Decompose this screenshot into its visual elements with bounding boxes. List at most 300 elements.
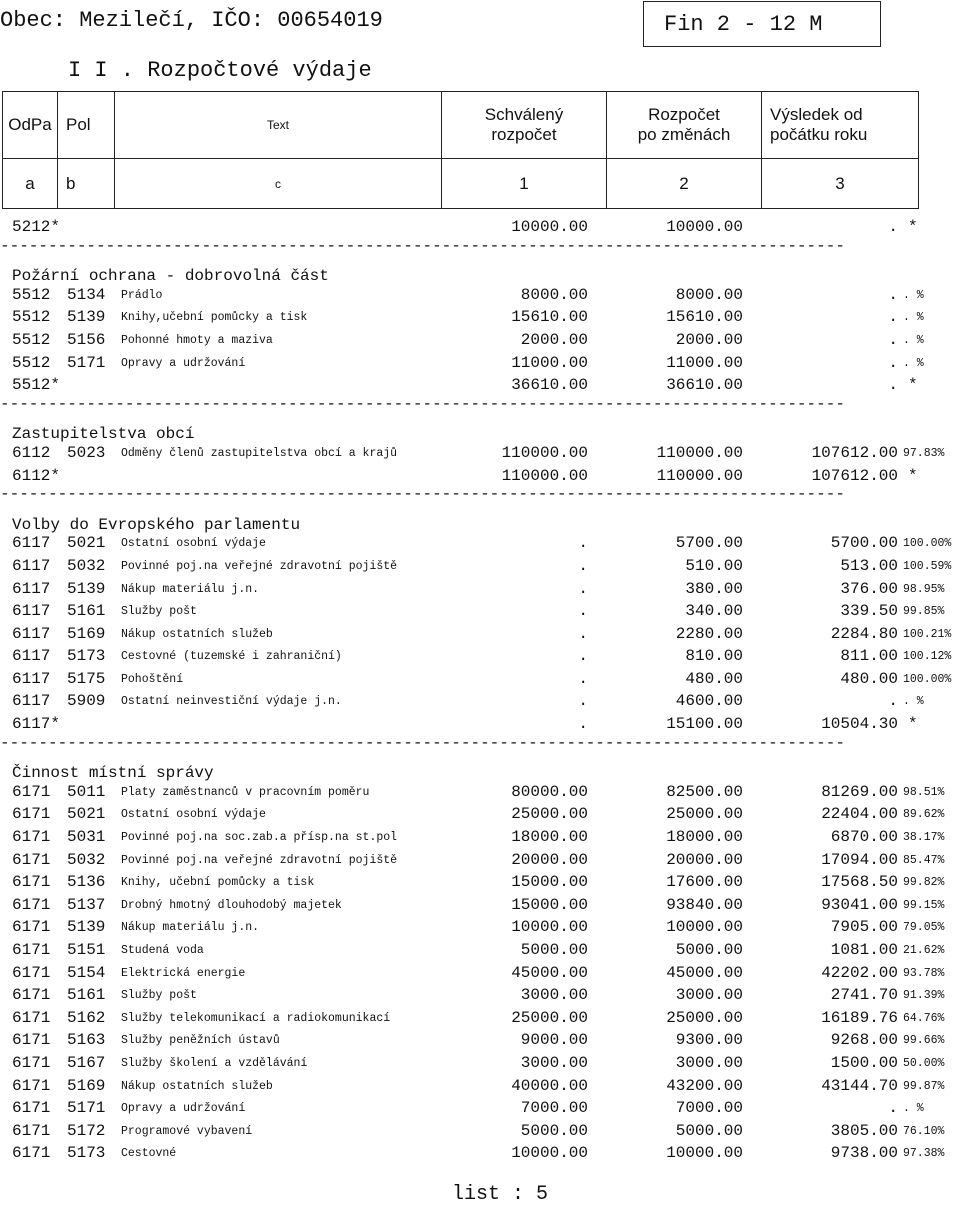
subtotal-star: * (908, 466, 918, 485)
result-ytd: . (888, 376, 898, 395)
subtotal-label: 5512* (12, 376, 61, 395)
result-ytd: 22404.00 (821, 805, 898, 824)
result-ytd: 376.00 (840, 579, 898, 598)
odpa-code: 6171 (12, 1053, 51, 1072)
odpa-code: 6171 (12, 850, 51, 869)
col-text: Text (115, 92, 442, 159)
item-text: Nákup materiálu j.n. (121, 582, 260, 596)
budget-after-changes: 43200.00 (666, 1076, 743, 1095)
budget-after-changes: 510.00 (685, 556, 743, 575)
table-row (0, 1007, 960, 1030)
budget-after-changes: 20000.00 (666, 850, 743, 869)
percentage: 99.66% (903, 1034, 945, 1048)
approved-budget: . (578, 692, 588, 711)
table-row (0, 1120, 960, 1143)
separator-line (0, 487, 960, 510)
approved-budget: 15000.00 (511, 895, 588, 914)
table-row (0, 1029, 960, 1052)
percentage: . % (903, 1102, 924, 1116)
pol-code: 5021 (67, 534, 106, 553)
approved-budget: 80000.00 (511, 782, 588, 801)
result-ytd: 107612.00 (811, 466, 898, 485)
result-ytd: 43144.70 (821, 1076, 898, 1095)
item-text: Knihy, učební pomůcky a tisk (121, 876, 315, 890)
item-text: Opravy a udržování (121, 1102, 246, 1116)
table-row (0, 645, 960, 668)
budget-after-changes: 15100.00 (666, 715, 743, 734)
item-text: Povinné poj.na soc.zab.a přísp.na st.pol (121, 831, 398, 845)
table-row (0, 1052, 960, 1075)
result-ytd: 107612.00 (811, 443, 898, 462)
approved-budget: . (578, 715, 588, 734)
percentage: 98.95% (903, 582, 945, 596)
budget-after-changes: 110000.00 (656, 466, 743, 485)
table-row (0, 442, 960, 465)
budget-after-changes: 93840.00 (666, 895, 743, 914)
percentage: 21.62% (903, 944, 945, 957)
table-row (0, 849, 960, 872)
percentage: 99.15% (903, 898, 945, 912)
item-text: Drobný hmotný dlouhodobý majetek (121, 898, 342, 912)
item-text: Pohonné hmoty a maziva (121, 333, 273, 347)
result-ytd: 2741.70 (830, 986, 898, 1005)
table-row (0, 555, 960, 578)
percentage: 98.51% (903, 785, 945, 799)
result-ytd: . (888, 218, 898, 236)
odpa-code: 6117 (12, 556, 51, 575)
item-text: Nákup ostatních služeb (121, 1079, 273, 1093)
code-2: 2 (607, 159, 762, 209)
subtotal-star: * (908, 218, 918, 236)
odpa-code: 6171 (12, 1031, 51, 1050)
table-row (0, 1097, 960, 1120)
result-ytd: . (888, 330, 898, 349)
subtotal-star: * (908, 715, 918, 734)
result-ytd: 811.00 (840, 647, 898, 666)
subtotal-label: 6112* (12, 466, 61, 485)
budget-after-changes: 2280.00 (675, 624, 743, 643)
budget-after-changes: 2000.00 (675, 330, 743, 349)
odpa-code: 6171 (12, 1099, 51, 1118)
section-title: I I . Rozpočtové výdaje (68, 58, 372, 83)
item-text: Služby pošt (121, 989, 197, 1003)
result-ytd: . (888, 1099, 898, 1118)
budget-after-changes: 36610.00 (666, 376, 743, 395)
budget-after-changes: 3000.00 (675, 1053, 743, 1072)
odpa-code: 6171 (12, 1076, 51, 1095)
budget-after-changes: 10000.00 (666, 918, 743, 937)
item-text: Služby telekomunikací a radiokomunikací (121, 1011, 391, 1025)
result-ytd: 3805.00 (830, 1121, 898, 1140)
odpa-code: 6171 (12, 805, 51, 824)
item-text: Pohoštění (121, 672, 184, 686)
fin-box (643, 1, 881, 47)
col-schvaleny-line1: Schválený (484, 105, 564, 124)
item-text: Služby školení a vzdělávání (121, 1056, 308, 1070)
percentage: 79.05% (903, 921, 945, 935)
item-text: Platy zaměstnanců v pracovním poměru (121, 785, 370, 799)
separator-dashes: ---------------------------------------------------------------------------------------- (0, 394, 845, 413)
separator-dashes: ---------------------------------------------------------------------------------------- (0, 733, 845, 752)
approved-budget: 10000.00 (511, 918, 588, 937)
pol-code: 5163 (67, 1031, 106, 1050)
result-ytd: 17568.50 (821, 873, 898, 892)
item-text: Ostatní osobní výdaje (121, 537, 266, 551)
percentage: . % (903, 695, 924, 709)
budget-after-changes: 17600.00 (666, 873, 743, 892)
percentage: . % (903, 356, 924, 370)
approved-budget: . (578, 534, 588, 553)
separator-line (0, 236, 960, 262)
odpa-code: 6171 (12, 1008, 51, 1027)
pol-code: 5021 (67, 805, 106, 824)
item-text: Programové vybavení (121, 1124, 253, 1138)
odpa-code: 5512 (12, 330, 51, 349)
budget-after-changes: 5000.00 (675, 1121, 743, 1140)
pol-code: 5139 (67, 308, 106, 327)
table-row (0, 1142, 960, 1165)
approved-budget: 36610.00 (511, 376, 588, 395)
budget-after-changes: 340.00 (685, 602, 743, 621)
item-text: Prádlo (121, 288, 163, 302)
percentage: 99.82% (903, 876, 945, 890)
budget-after-changes: 18000.00 (666, 828, 743, 847)
pol-code: 5171 (67, 353, 106, 372)
approved-budget: . (578, 556, 588, 575)
odpa-code: 6112 (12, 443, 51, 462)
col-schvaleny (442, 92, 607, 159)
budget-after-changes: 10000.00 (666, 1144, 743, 1163)
item-text: Povinné poj.na veřejné zdravotní pojiště (121, 853, 398, 867)
col-vysledek (762, 92, 919, 159)
percentage: 99.87% (903, 1079, 945, 1093)
odpa-code: 6117 (12, 692, 51, 711)
approved-budget: 3000.00 (520, 986, 588, 1005)
table-row (0, 352, 960, 375)
pol-code: 5167 (67, 1053, 106, 1072)
pol-code: 5136 (67, 873, 106, 892)
approved-budget: 15000.00 (511, 873, 588, 892)
pol-code: 5032 (67, 556, 106, 575)
result-ytd: 339.50 (840, 602, 898, 621)
result-ytd: . (888, 308, 898, 327)
pol-code: 5011 (67, 782, 106, 801)
group-heading (0, 419, 960, 442)
col-rozpocet-line2: po změnách (637, 125, 731, 144)
approved-budget: . (578, 602, 588, 621)
odpa-code: 6117 (12, 579, 51, 598)
page-number: list : 5 (452, 1183, 549, 1206)
table-row (0, 532, 960, 555)
approved-budget: 40000.00 (511, 1076, 588, 1095)
odpa-code: 6171 (12, 828, 51, 847)
pol-code: 5161 (67, 986, 106, 1005)
budget-after-changes: 480.00 (685, 669, 743, 688)
percentage: 100.12% (903, 650, 952, 664)
code-3: 3 (762, 159, 919, 209)
percentage: 100.00% (903, 537, 952, 551)
pol-code: 5169 (67, 624, 106, 643)
pol-code: 5909 (67, 692, 106, 711)
item-text: Nákup ostatních služeb (121, 627, 273, 641)
pol-code: 5161 (67, 602, 106, 621)
approved-budget: . (578, 669, 588, 688)
percentage: 99.85% (903, 605, 945, 619)
pol-code: 5137 (67, 895, 106, 914)
odpa-code: 6117 (12, 647, 51, 666)
percentage: 93.78% (903, 966, 945, 980)
group-heading (0, 758, 960, 781)
pol-code: 5173 (67, 647, 106, 666)
result-ytd: 1081.00 (830, 941, 898, 959)
table-row (0, 284, 960, 307)
result-ytd: 17094.00 (821, 850, 898, 869)
table-row (0, 600, 960, 623)
col-rozpocet-line1: Rozpočet (648, 105, 720, 124)
result-ytd: 5700.00 (830, 534, 898, 553)
col-pol: Pol (58, 92, 115, 159)
result-ytd: . (888, 353, 898, 372)
odpa-code: 6117 (12, 602, 51, 621)
approved-budget: 3000.00 (520, 1053, 588, 1072)
odpa-code: 5512 (12, 285, 51, 304)
budget-after-changes: 7000.00 (675, 1099, 743, 1118)
col-vysledek-line2: počátku roku (770, 125, 868, 144)
odpa-code: 6171 (12, 918, 51, 937)
result-ytd: 16189.76 (821, 1008, 898, 1027)
budget-after-changes: 8000.00 (675, 285, 743, 304)
item-text: Povinné poj.na veřejné zdravotní pojiště (121, 559, 398, 573)
item-text: Cestovné (121, 1147, 177, 1161)
pol-code: 5169 (67, 1076, 106, 1095)
approved-budget: 25000.00 (511, 1008, 588, 1027)
approved-budget: 10000.00 (511, 1144, 588, 1163)
item-text: Studená voda (121, 944, 204, 957)
item-text: Elektrická energie (121, 966, 246, 980)
percentage: 100.59% (903, 559, 952, 573)
subtotal-row (0, 216, 960, 239)
item-text: Ostatní neinvestiční výdaje j.n. (121, 695, 342, 709)
odpa-code: 6171 (12, 1121, 51, 1140)
percentage: . % (903, 311, 924, 325)
result-ytd: . (888, 692, 898, 711)
table-row (0, 781, 960, 804)
approved-budget: 11000.00 (511, 353, 588, 372)
odpa-code: 6117 (12, 669, 51, 688)
approved-budget: 7000.00 (520, 1099, 588, 1118)
pol-code: 5139 (67, 918, 106, 937)
table-row (0, 803, 960, 826)
result-ytd: 81269.00 (821, 782, 898, 801)
result-ytd: 6870.00 (830, 828, 898, 847)
odpa-code: 5512 (12, 308, 51, 327)
percentage: . % (903, 333, 924, 347)
pol-code: 5023 (67, 443, 106, 462)
budget-after-changes: 5700.00 (675, 534, 743, 553)
table-row (0, 984, 960, 1007)
odpa-code: 6117 (12, 624, 51, 643)
page-title: Obec: Mezilečí, IČO: 00654019 (0, 8, 383, 33)
item-text: Cestovné (tuzemské i zahraniční) (121, 650, 342, 664)
odpa-code: 6171 (12, 895, 51, 914)
pol-code: 5134 (67, 285, 106, 304)
table-row (0, 916, 960, 939)
result-ytd: 10504.30 (821, 715, 898, 734)
table-row (0, 623, 960, 646)
percentage: 38.17% (903, 831, 945, 845)
percentage: 100.21% (903, 627, 952, 641)
percentage: 97.38% (903, 1147, 945, 1161)
odpa-code: 6171 (12, 1144, 51, 1163)
budget-after-changes: 45000.00 (666, 963, 743, 982)
subtotal-row (0, 713, 960, 736)
odpa-code: 6171 (12, 782, 51, 801)
budget-after-changes: 4600.00 (675, 692, 743, 711)
subtotal-row (0, 374, 960, 397)
result-ytd: 480.00 (840, 669, 898, 688)
approved-budget: 25000.00 (511, 805, 588, 824)
table-row (0, 871, 960, 894)
approved-budget: . (578, 624, 588, 643)
separator-dashes: ---------------------------------------------------------------------------------------- (0, 236, 845, 255)
item-text: Nákup materiálu j.n. (121, 921, 260, 935)
percentage: 100.00% (903, 672, 952, 686)
percentage: 97.83% (903, 446, 945, 460)
table-row (0, 894, 960, 917)
table-row (0, 690, 960, 713)
percentage: 85.47% (903, 853, 945, 867)
approved-budget: 110000.00 (501, 466, 588, 485)
odpa-code: 6171 (12, 986, 51, 1005)
pol-code: 5156 (67, 330, 106, 349)
item-text: Služby peněžních ústavů (121, 1034, 280, 1048)
budget-after-changes: 10000.00 (666, 218, 743, 236)
approved-budget: 20000.00 (511, 850, 588, 869)
budget-after-changes: 810.00 (685, 647, 743, 666)
group-heading (0, 510, 960, 533)
table-row (0, 329, 960, 352)
budget-after-changes: 11000.00 (666, 353, 743, 372)
result-ytd: 2284.80 (830, 624, 898, 643)
percentage: 50.00% (903, 1056, 945, 1070)
budget-after-changes: 25000.00 (666, 1008, 743, 1027)
budget-after-changes: 82500.00 (666, 782, 743, 801)
approved-budget: 9000.00 (520, 1031, 588, 1050)
col-schvaleny-line2: rozpočet (491, 125, 557, 144)
percentage: 91.39% (903, 989, 945, 1003)
odpa-code: 6117 (12, 534, 51, 553)
group-title: Činnost místní správy (12, 764, 214, 783)
item-text: Ostatní osobní výdaje (121, 808, 266, 822)
approved-budget: 18000.00 (511, 828, 588, 847)
pol-code: 5151 (67, 941, 106, 959)
budget-after-changes: 5000.00 (675, 941, 743, 959)
result-ytd: 7905.00 (830, 918, 898, 937)
group-title: Zastupitelstva obcí (12, 425, 195, 444)
subtotal-label: 6117* (12, 715, 61, 734)
pol-code: 5172 (67, 1121, 106, 1140)
approved-budget: 5000.00 (520, 1121, 588, 1140)
table-row (0, 668, 960, 691)
result-ytd: 1500.00 (830, 1053, 898, 1072)
separator-line (0, 733, 960, 759)
percentage: 89.62% (903, 808, 945, 822)
budget-rows (0, 216, 960, 1165)
group-heading (0, 261, 960, 284)
result-ytd: . (888, 285, 898, 304)
result-ytd: 9738.00 (830, 1144, 898, 1163)
pol-code: 5175 (67, 669, 106, 688)
code-c: c (115, 159, 442, 209)
approved-budget: . (578, 579, 588, 598)
pol-code: 5171 (67, 1099, 106, 1118)
budget-after-changes: 3000.00 (675, 986, 743, 1005)
group-title: Volby do Evropského parlamentu (12, 515, 301, 534)
subtotal-label: 5212* (12, 218, 61, 236)
percentage: 76.10% (903, 1124, 945, 1138)
group-title: Požární ochrana - dobrovolná část (12, 267, 329, 286)
table-row (0, 962, 960, 985)
column-header-table (2, 91, 919, 209)
separator-line (0, 394, 960, 420)
code-b: b (58, 159, 115, 209)
table-row (0, 939, 960, 962)
pol-code: 5139 (67, 579, 106, 598)
odpa-code: 6171 (12, 963, 51, 982)
approved-budget: . (578, 647, 588, 666)
result-ytd: 42202.00 (821, 963, 898, 982)
item-text: Služby pošt (121, 605, 197, 619)
separator-dashes: ---------------------------------------------------------------------------------------- (0, 485, 845, 504)
budget-after-changes: 9300.00 (675, 1031, 743, 1050)
table-row (0, 578, 960, 601)
result-ytd: 513.00 (840, 556, 898, 575)
percentage: . % (903, 288, 924, 302)
pol-code: 5032 (67, 850, 106, 869)
approved-budget: 8000.00 (520, 285, 588, 304)
col-vysledek-line1: Výsledek od (770, 105, 863, 124)
odpa-code: 6171 (12, 873, 51, 892)
subtotal-row (0, 465, 960, 488)
col-rozpocet (607, 92, 762, 159)
approved-budget: 110000.00 (501, 443, 588, 462)
code-1: 1 (442, 159, 607, 209)
fin-label: Fin 2 - 12 M (664, 12, 823, 37)
col-odpa: OdPa (3, 92, 58, 159)
pol-code: 5154 (67, 963, 106, 982)
odpa-code: 6171 (12, 941, 51, 959)
item-text: Knihy,učební pomůcky a tisk (121, 311, 308, 325)
result-ytd: 93041.00 (821, 895, 898, 914)
approved-budget: 2000.00 (520, 330, 588, 349)
approved-budget: 5000.00 (520, 941, 588, 959)
table-row (0, 1075, 960, 1098)
budget-after-changes: 380.00 (685, 579, 743, 598)
subtotal-star: * (908, 376, 918, 395)
budget-after-changes: 15610.00 (666, 308, 743, 327)
item-text: Opravy a udržování (121, 356, 246, 370)
pol-code: 5162 (67, 1008, 106, 1027)
table-row (0, 826, 960, 849)
percentage: 64.76% (903, 1011, 945, 1025)
table-row (0, 306, 960, 329)
pol-code: 5031 (67, 828, 106, 847)
approved-budget: 10000.00 (511, 218, 588, 236)
code-a: a (3, 159, 58, 209)
budget-after-changes: 25000.00 (666, 805, 743, 824)
odpa-code: 5512 (12, 353, 51, 372)
budget-after-changes: 110000.00 (656, 443, 743, 462)
